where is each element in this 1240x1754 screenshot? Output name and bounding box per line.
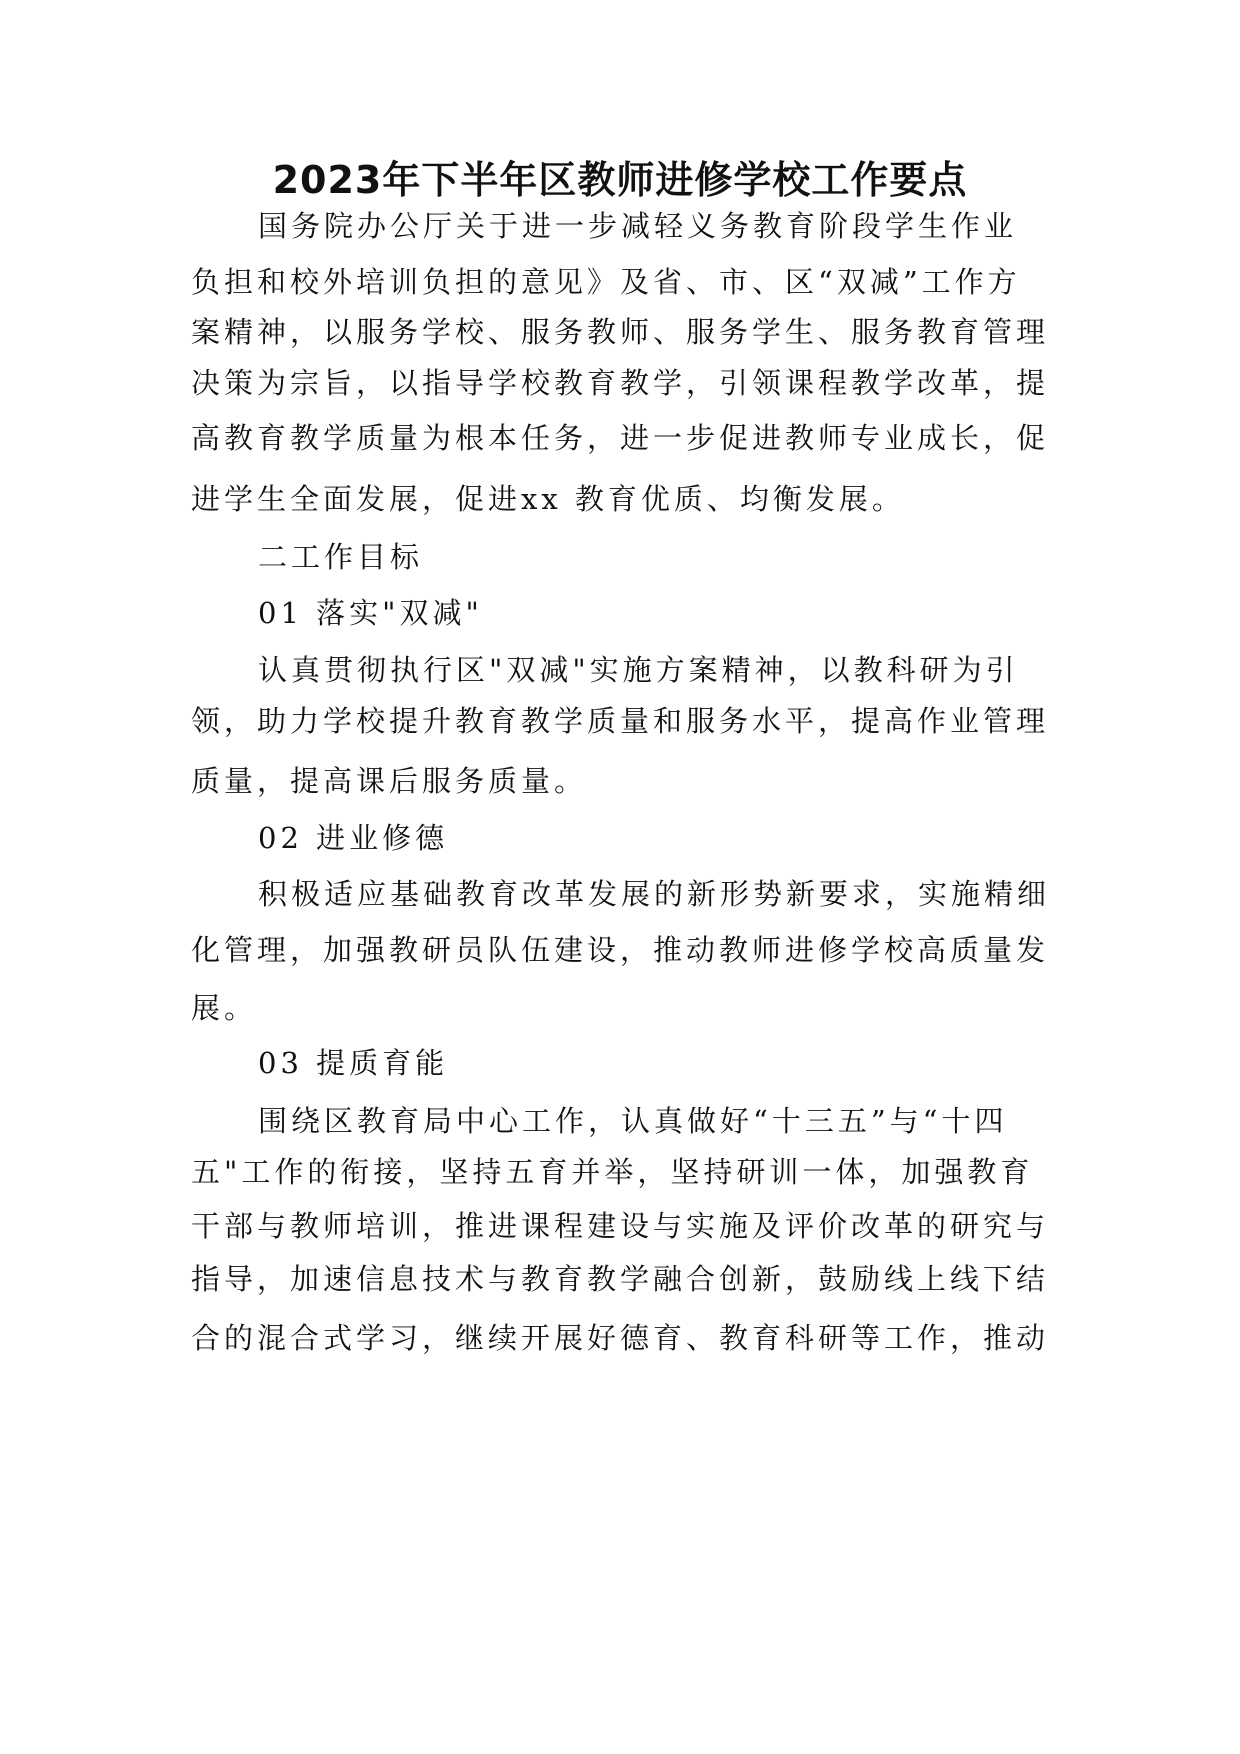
goal-paragraph-line: 领，助力学校提升教育教学质量和服务水平，提高作业管理 <box>191 704 1050 738</box>
goal-paragraph-line: 展。 <box>191 991 258 1025</box>
intro-line: 案精神，以服务学校、服务教师、服务学生、服务教育管理 <box>191 315 1050 349</box>
intro-line: 国务院办公厅关于进一步减轻义务教育阶段学生作业 <box>258 209 1018 243</box>
goal-paragraph-line: 积极适应基础教育改革发展的新形势新要求，实施精细 <box>258 877 1051 911</box>
intro-line: 进学生全面发展，促进xx 教育优质、均衡发展。 <box>191 482 905 516</box>
goal-paragraph-line: 围绕区教育局中心工作，认真做好“十三五”与“十四 <box>258 1104 1008 1138</box>
goal-paragraph-line: 认真贯彻执行区"双减"实施方案精神，以教科研为引 <box>258 653 1019 687</box>
goal-paragraph-line: 合的混合式学习，继续开展好德育、教育科研等工作，推动 <box>191 1321 1050 1355</box>
goal-heading: 02 进业修德 <box>258 821 449 855</box>
goal-paragraph-line: 质量，提高课后服务质量。 <box>191 764 588 798</box>
goal-heading: 01 落实"双减" <box>258 596 483 630</box>
goal-heading: 03 提质育能 <box>258 1046 449 1080</box>
section-heading: 二工作目标 <box>258 540 424 574</box>
goal-paragraph-line: 指导，加速信息技术与教育教学融合创新，鼓励线上线下结 <box>191 1262 1050 1296</box>
goal-paragraph-line: 五"工作的衔接，坚持五育并举，坚持研训一体，加强教育 <box>191 1155 1034 1189</box>
document-title: 2023年下半年区教师进修学校工作要点 <box>272 158 968 202</box>
intro-line: 决策为宗旨，以指导学校教育教学，引领课程教学改革，提 <box>191 366 1050 400</box>
intro-line: 高教育教学质量为根本任务，进一步促进教师专业成长，促 <box>191 421 1050 455</box>
goal-paragraph-line: 化管理，加强教研员队伍建设，推动教师进修学校高质量发 <box>191 933 1050 967</box>
intro-line: 负担和校外培训负担的意见》及省、市、区“双减”工作方 <box>191 265 1021 299</box>
goal-paragraph-line: 干部与教师培训，推进课程建设与实施及评价改革的研究与 <box>191 1209 1050 1243</box>
